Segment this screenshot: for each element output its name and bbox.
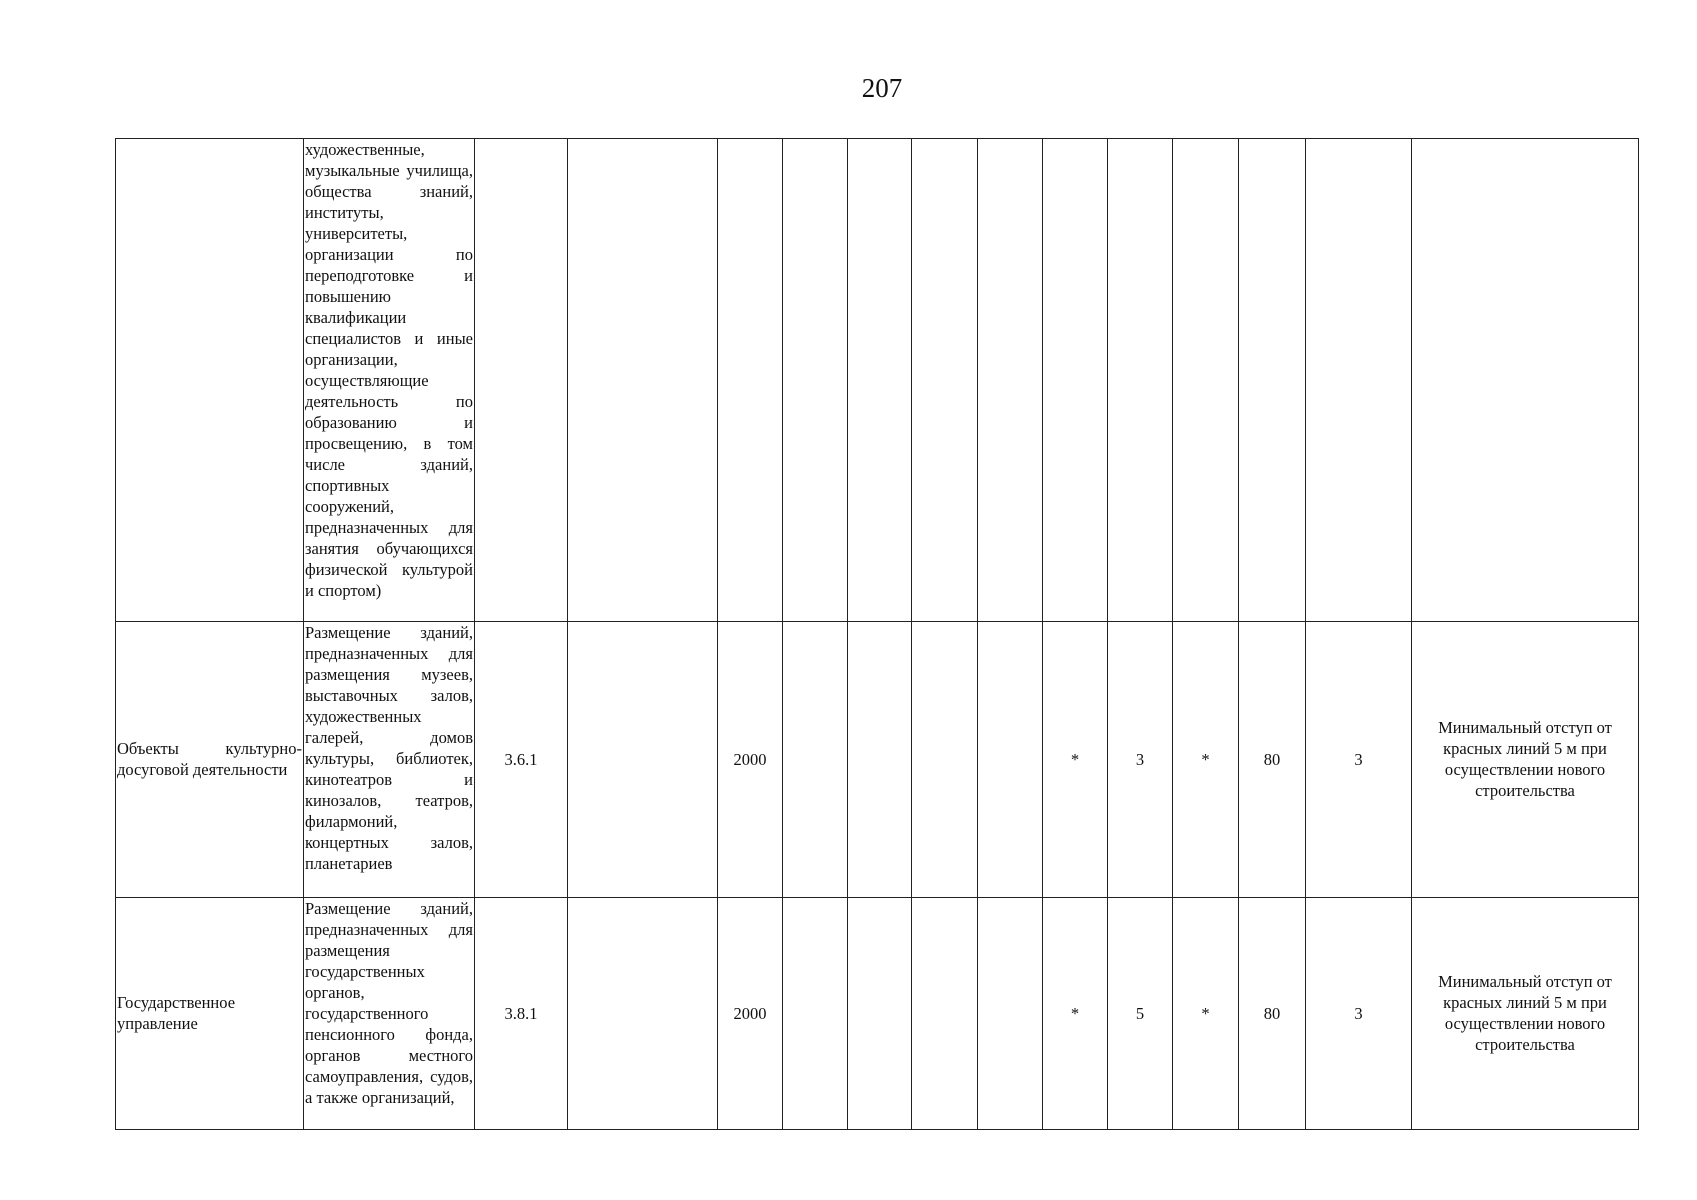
classifier-code bbox=[475, 139, 568, 622]
use-type-name bbox=[116, 139, 304, 622]
cell-col-8 bbox=[912, 139, 978, 622]
cell-col-6 bbox=[783, 897, 848, 1129]
cell-col-5 bbox=[718, 139, 783, 622]
cell-col-11: 3 bbox=[1108, 621, 1173, 897]
cell-col-14: 3 bbox=[1306, 621, 1412, 897]
table-row bbox=[116, 621, 1639, 897]
page-number: 207 bbox=[861, 73, 903, 103]
cell-col-4 bbox=[568, 139, 718, 622]
cell-col-7 bbox=[848, 139, 912, 622]
cell-col-10 bbox=[1043, 139, 1108, 622]
cell-col-9 bbox=[978, 139, 1043, 622]
classifier-code: 3.8.1 bbox=[475, 897, 568, 1129]
cell-col-9 bbox=[978, 621, 1043, 897]
cell-col-13: 80 bbox=[1239, 897, 1306, 1129]
use-type-description: Размещение зданий, предназначенных для размещения государственных органов, государственного пенсионного фонда, органов местного самоуправления, судов, а также организаций, bbox=[304, 897, 475, 1129]
note-cell bbox=[1412, 139, 1639, 622]
cell-col-6 bbox=[783, 621, 848, 897]
cell-col-4 bbox=[568, 621, 718, 897]
zoning-regulations-table bbox=[115, 138, 1639, 1130]
cell-col-12: * bbox=[1173, 621, 1239, 897]
cell-col-7 bbox=[848, 897, 912, 1129]
cell-col-5: 2000 bbox=[718, 897, 783, 1129]
cell-col-8 bbox=[912, 897, 978, 1129]
cell-col-12: * bbox=[1173, 897, 1239, 1129]
note-cell: Минимальный отступ от красных линий 5 м при осуществлении нового строительства bbox=[1412, 897, 1639, 1129]
cell-col-8 bbox=[912, 621, 978, 897]
use-type-description: художественные, музыкальные училища, общества знаний, институты, университеты, организации по переподготовке и повышению квалификации специалистов и иные организации, осуществляющие деятельность по образованию и просвещению, в том числе зданий, спортивных сооружений, предназначенных для занятия обучающихся физической культурой и спортом) bbox=[304, 139, 475, 622]
cell-col-5: 2000 bbox=[718, 621, 783, 897]
cell-col-11: 5 bbox=[1108, 897, 1173, 1129]
table-row bbox=[116, 897, 1639, 1129]
use-type-name: Государственное управление bbox=[116, 897, 304, 1129]
cell-col-14: 3 bbox=[1306, 897, 1412, 1129]
note-cell: Минимальный отступ от красных линий 5 м при осуществлении нового строительства bbox=[1412, 621, 1639, 897]
cell-col-10: * bbox=[1043, 621, 1108, 897]
classifier-code: 3.6.1 bbox=[475, 621, 568, 897]
table-row bbox=[116, 139, 1639, 622]
cell-col-4 bbox=[568, 897, 718, 1129]
use-type-name: Объекты культурно-досуговой деятельности bbox=[116, 621, 304, 897]
cell-col-10: * bbox=[1043, 897, 1108, 1129]
cell-col-13: 80 bbox=[1239, 621, 1306, 897]
cell-col-12 bbox=[1173, 139, 1239, 622]
cell-col-13 bbox=[1239, 139, 1306, 622]
use-type-description: Размещение зданий, предназначенных для размещения музеев, выставочных залов, художественных галерей, домов культуры, библиотек, кинотеатров и кинозалов, театров, филармоний, концертных залов, планетариев bbox=[304, 621, 475, 897]
cell-col-9 bbox=[978, 897, 1043, 1129]
cell-col-11 bbox=[1108, 139, 1173, 622]
cell-col-14 bbox=[1306, 139, 1412, 622]
cell-col-7 bbox=[848, 621, 912, 897]
cell-col-6 bbox=[783, 139, 848, 622]
